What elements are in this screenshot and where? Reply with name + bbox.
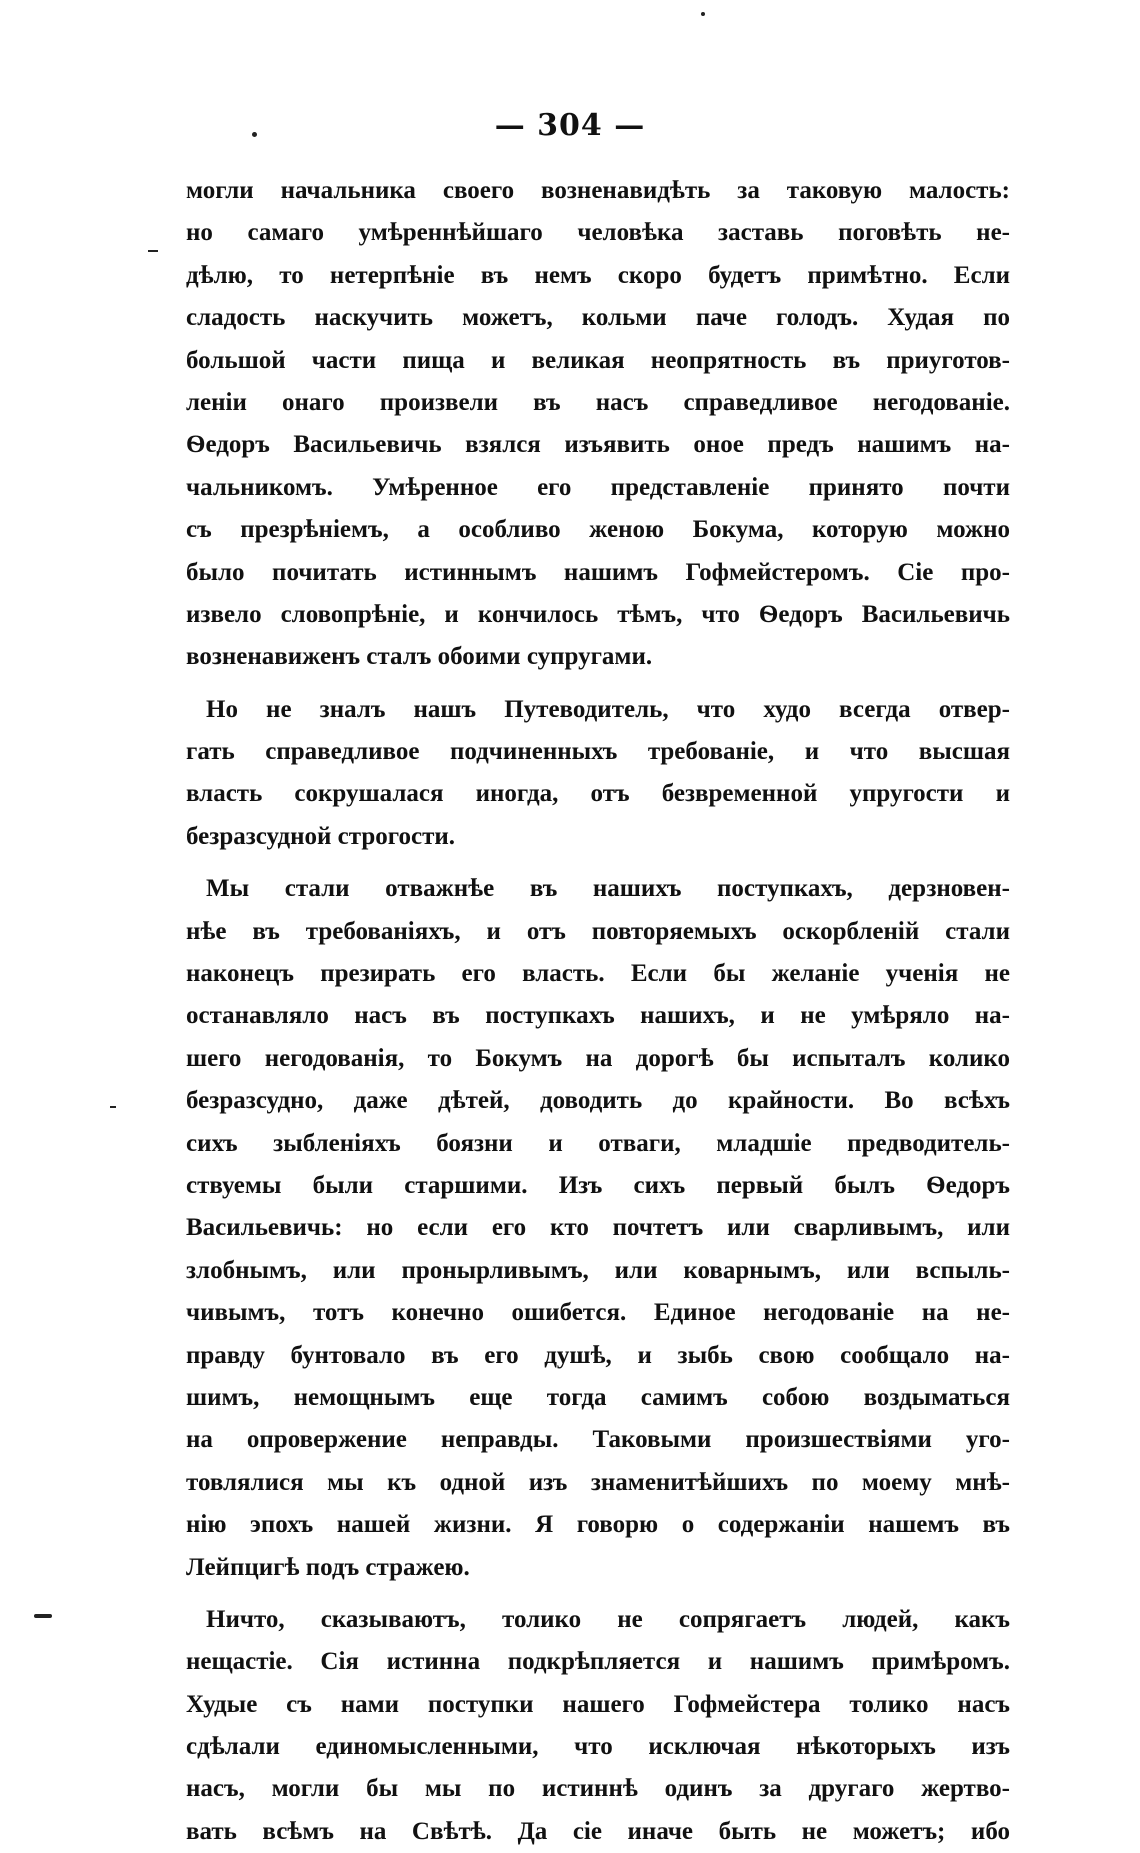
text-line: насъ, могли бы мы по истиннѣ одинъ за другаго жертво- xyxy=(186,1775,1010,1803)
text-line: останавляло насъ въ поступкахъ нашихъ, и не умѣряло на- xyxy=(186,1002,1010,1030)
text-line: на опровержение неправды. Таковыми произшествіями уго- xyxy=(186,1426,1010,1454)
scan-speck xyxy=(252,132,257,137)
text-line: власть сокрушалася иногда, отъ безвременной упругости и xyxy=(186,780,1010,808)
text-line: правду бунтовало въ его душѣ, и зыбь свою сообщало на- xyxy=(186,1341,1010,1369)
text-line: Васильевичь: но если его кто почтетъ или сварливымъ, или xyxy=(186,1214,1010,1242)
paragraph-2 xyxy=(186,689,1010,859)
text-line: нещастіе. Сія истинна подкрѣпляется и нашимъ примѣромъ. xyxy=(186,1648,1010,1676)
text-line: гать справедливое подчиненныхъ требованіе, и что высшая xyxy=(186,738,1010,766)
text-line: вать всѣмъ на Свѣтѣ. Да сіе иначе быть не можетъ; ибо xyxy=(186,1817,1010,1845)
text-line: было почитать истиннымъ нашимъ Гофмейстеромъ. Сіе про- xyxy=(186,558,1010,586)
text-line: наконецъ презирать его власть. Если бы желаніе ученія не xyxy=(186,960,1010,988)
text-line: Мы стали отважнѣе въ нашихъ поступкахъ, дерзновен- xyxy=(206,875,1010,903)
text-line: товлялися мы къ одной изъ знаменитѣйшихъ по моему мнѣ- xyxy=(186,1468,1010,1496)
text-line: Ничто, сказываютъ, толико не сопрягаетъ людей, какъ xyxy=(206,1605,1010,1633)
text-line: сдѣлали единомысленными, что исключая нѣкоторыхъ изъ xyxy=(186,1733,1010,1761)
body-text xyxy=(186,170,1010,1853)
text-line: нѣе въ требованіяхъ, и отъ повторяемыхъ оскорбленій стали xyxy=(186,917,1010,945)
text-line: но самаго умѣреннѣйшаго человѣка заставь поговѣть не- xyxy=(186,219,1010,247)
paragraph-3 xyxy=(186,868,1010,1589)
text-line: безразсудно, даже дѣтей, доводить до крайности. Во всѣхъ xyxy=(186,1087,1010,1115)
text-line: извело словопрѣніе, и кончилось тѣмъ, что Ѳедоръ Васильевичь xyxy=(186,600,1010,628)
text-line: нію эпохъ нашей жизни. Я говорю о содержаніи нашемъ въ xyxy=(186,1511,1010,1539)
text-line: сладость наскучить можетъ, кольми паче голодъ. Худая по xyxy=(186,304,1010,332)
text-line: ствуемы были старшими. Изъ сихъ первый былъ Ѳедоръ xyxy=(186,1171,1010,1199)
text-line: леніи онаго произвели въ насъ справедливое негодованіе. xyxy=(186,388,1010,416)
text-line: злобнымъ, или пронырливымъ, или коварнымъ, или вспыль- xyxy=(186,1256,1010,1284)
text-line: Но не зналъ нашъ Путеводитель, что худо всегда отвер- xyxy=(206,695,1010,723)
paragraph-4 xyxy=(186,1599,1010,1853)
text-line: сихъ зыбленіяхъ боязни и отваги, младшіе предводитель- xyxy=(186,1129,1010,1157)
text-line: шимъ, немощнымъ еще тогда самимъ собою воздыматься xyxy=(186,1383,1010,1411)
text-line: чальникомъ. Умѣренное его представленіе принято почти xyxy=(186,473,1010,501)
page-number: — 304 — xyxy=(494,108,646,143)
scan-speck xyxy=(110,1106,116,1108)
text-line: возненавиженъ сталъ обоими супругами. xyxy=(186,643,653,671)
scan-speck xyxy=(148,250,158,252)
text-line: большой части пища и великая неопрятность въ приуготов- xyxy=(186,346,1010,374)
text-line: шего негодованія, то Бокумъ на дорогѣ бы испыталъ колико xyxy=(186,1044,1010,1072)
scan-speck xyxy=(34,1614,52,1618)
paragraph-1 xyxy=(186,170,1010,679)
text-line: дѣлю, то нетерпѣніе въ немъ скоро будетъ примѣтно. Если xyxy=(186,261,1010,289)
scan-speck xyxy=(701,12,705,16)
text-line: чивымъ, тотъ конечно ошибется. Единое негодованіе на не- xyxy=(186,1299,1010,1327)
text-line: могли начальника своего возненавидѣть за таковую малость: xyxy=(186,177,1010,204)
text-line: съ презрѣніемъ, а особливо женою Бокума, которую можно xyxy=(186,516,1010,544)
text-line: Лейпцигѣ подъ стражею. xyxy=(186,1553,470,1581)
text-line: Худые съ нами поступки нашего Гофмейстера толико насъ xyxy=(186,1690,1010,1718)
text-line: безразсудной строгости. xyxy=(186,822,456,850)
text-line: Ѳедоръ Васильевичь взялся изъявить оное предъ нашимъ на- xyxy=(186,431,1010,459)
